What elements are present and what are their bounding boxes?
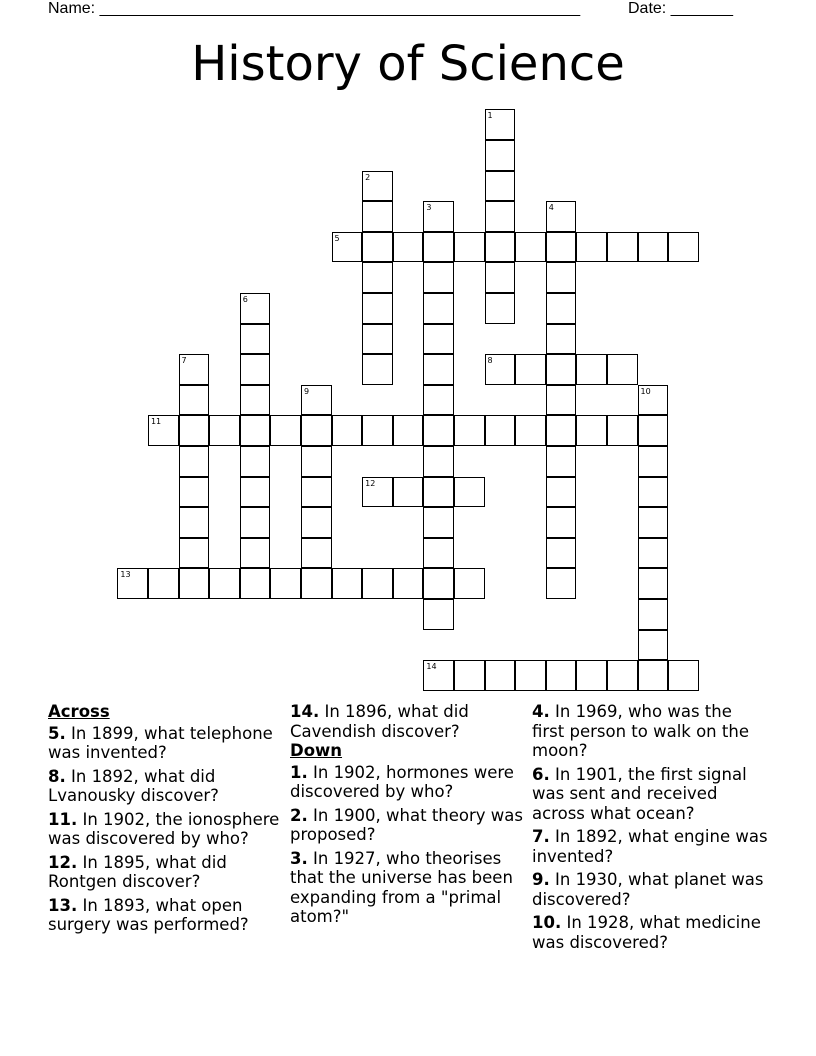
cell-number: 14 xyxy=(426,662,437,672)
crossword-cell[interactable] xyxy=(546,201,577,232)
clue-number: 4. xyxy=(532,702,550,721)
crossword-cell[interactable] xyxy=(485,354,516,385)
clue-text: In 1969, who was the first person to walk on the moon? xyxy=(532,702,749,760)
crossword-cell[interactable] xyxy=(454,568,485,599)
crossword-cell[interactable] xyxy=(240,446,271,477)
clue-down-1 xyxy=(290,763,526,802)
crossword-cell[interactable] xyxy=(362,354,393,385)
clue-number: 3. xyxy=(290,848,308,868)
crossword-cell[interactable] xyxy=(485,660,516,691)
crossword-cell[interactable] xyxy=(362,171,393,202)
crossword-cell[interactable] xyxy=(638,232,669,263)
crossword-cell[interactable] xyxy=(362,324,393,355)
clue-across-12 xyxy=(48,853,284,892)
crossword-cell[interactable] xyxy=(454,477,485,508)
crossword-cell[interactable] xyxy=(485,415,516,446)
crossword-cell[interactable] xyxy=(638,660,669,691)
cell-number: 12 xyxy=(365,478,376,488)
crossword-cell[interactable] xyxy=(485,171,516,202)
cell-number: 5 xyxy=(334,233,340,243)
crossword-cell[interactable] xyxy=(638,415,669,446)
clue-text: In 1896, what did Cavendish discover? xyxy=(290,702,469,741)
clue-across-13 xyxy=(48,896,284,935)
crossword-cell[interactable] xyxy=(546,568,577,599)
crossword-cell[interactable] xyxy=(546,232,577,263)
crossword-cell[interactable] xyxy=(485,140,516,171)
crossword-cell[interactable] xyxy=(301,568,332,599)
crossword-cell[interactable] xyxy=(179,415,210,446)
crossword-cell[interactable] xyxy=(515,354,546,385)
clue-text: In 1901, the first signal was sent and received across what ocean? xyxy=(532,764,747,823)
crossword-cell[interactable] xyxy=(393,477,424,508)
crossword-cell[interactable] xyxy=(423,324,454,355)
crossword-cell[interactable] xyxy=(332,232,363,263)
crossword-cell[interactable] xyxy=(117,568,148,599)
across-heading: Across xyxy=(48,702,110,721)
crossword-cell[interactable] xyxy=(301,507,332,538)
crossword-cell[interactable] xyxy=(546,507,577,538)
cell-number: 3 xyxy=(426,203,432,213)
crossword-cell[interactable] xyxy=(240,507,271,538)
crossword-cell[interactable] xyxy=(209,568,240,599)
clue-number: 8. xyxy=(48,766,66,786)
clue-column-2 xyxy=(290,702,526,927)
crossword-cell[interactable] xyxy=(454,660,485,691)
crossword-cell[interactable] xyxy=(638,538,669,569)
crossword-cell[interactable] xyxy=(179,446,210,477)
date-field-label[interactable]: Date: _______ xyxy=(628,0,733,17)
crossword-cell[interactable] xyxy=(638,599,669,630)
cell-number: 9 xyxy=(303,386,310,396)
crossword-cell[interactable] xyxy=(240,568,271,599)
crossword-cell[interactable] xyxy=(638,630,669,661)
clue-down-4 xyxy=(532,702,768,761)
crossword-cell[interactable] xyxy=(301,538,332,569)
crossword-cell[interactable] xyxy=(393,415,424,446)
crossword-cell[interactable] xyxy=(515,660,546,691)
cell-number: 2 xyxy=(365,172,371,182)
crossword-cell[interactable] xyxy=(362,477,393,508)
crossword-cell[interactable] xyxy=(240,293,271,324)
cell-number: 13 xyxy=(120,570,131,580)
crossword-cell[interactable] xyxy=(332,415,363,446)
clue-column-3 xyxy=(532,702,768,952)
clue-text: In 1899, what telephone was invented? xyxy=(48,723,273,762)
clue-number: 5. xyxy=(48,723,66,743)
clue-number: 7. xyxy=(532,827,550,846)
clue-text: In 1928, what medicine was discovered? xyxy=(532,913,761,952)
crossword-cell[interactable] xyxy=(423,538,454,569)
crossword-cell[interactable] xyxy=(576,354,607,385)
crossword-cell[interactable] xyxy=(546,446,577,477)
clue-number: 6. xyxy=(532,764,550,784)
crossword-cell[interactable] xyxy=(423,415,454,446)
clue-number: 14. xyxy=(290,702,320,721)
crossword-cell[interactable] xyxy=(638,446,669,477)
crossword-cell[interactable] xyxy=(546,538,577,569)
crossword-cell[interactable] xyxy=(179,568,210,599)
cell-number: 7 xyxy=(181,356,187,366)
cell-number: 1 xyxy=(487,111,493,121)
crossword-cell[interactable] xyxy=(546,262,577,293)
clue-across-14 xyxy=(290,702,526,741)
crossword-cell[interactable] xyxy=(393,568,424,599)
crossword-cell[interactable] xyxy=(423,354,454,385)
crossword-cell[interactable] xyxy=(270,568,301,599)
crossword-cell[interactable] xyxy=(546,385,577,416)
crossword-cell[interactable] xyxy=(515,232,546,263)
crossword-cell[interactable] xyxy=(423,262,454,293)
crossword-cell[interactable] xyxy=(179,507,210,538)
crossword-cell[interactable] xyxy=(668,660,699,691)
clue-number: 10. xyxy=(532,913,562,932)
crossword-cell[interactable] xyxy=(546,324,577,355)
clue-number: 2. xyxy=(290,805,308,825)
crossword-cell[interactable] xyxy=(423,232,454,263)
crossword-cell[interactable] xyxy=(240,354,271,385)
clue-number: 9. xyxy=(532,870,550,889)
clue-text: In 1902, hormones were discovered by who? xyxy=(290,762,514,801)
crossword-cell[interactable] xyxy=(423,293,454,324)
crossword-cell[interactable] xyxy=(362,201,393,232)
crossword-cell[interactable] xyxy=(638,385,669,416)
crossword-cell[interactable] xyxy=(607,354,638,385)
crossword-cell[interactable] xyxy=(423,201,454,232)
clue-text: In 1930, what planet was discovered? xyxy=(532,870,764,909)
clue-number: 12. xyxy=(48,852,78,872)
crossword-cell[interactable] xyxy=(393,232,424,263)
clue-text: In 1892, what engine was invented? xyxy=(532,827,768,866)
crossword-cell[interactable] xyxy=(240,385,271,416)
clue-number: 1. xyxy=(290,762,308,782)
crossword-cell[interactable] xyxy=(148,568,179,599)
crossword-cell[interactable] xyxy=(576,232,607,263)
crossword-cell[interactable] xyxy=(179,538,210,569)
crossword-cell[interactable] xyxy=(179,354,210,385)
clue-down-10 xyxy=(532,913,768,952)
crossword-cell[interactable] xyxy=(179,477,210,508)
cell-number: 11 xyxy=(150,417,162,427)
crossword-cell[interactable] xyxy=(576,415,607,446)
clue-number: 11. xyxy=(48,809,78,829)
crossword-cell[interactable] xyxy=(546,293,577,324)
clue-down-9 xyxy=(532,870,768,909)
down-heading: Down xyxy=(290,741,343,760)
crossword-cell[interactable] xyxy=(546,660,577,691)
crossword-cell[interactable] xyxy=(301,415,332,446)
crossword-cell[interactable] xyxy=(362,232,393,263)
name-field-label[interactable]: Name: ______________________________________________________ xyxy=(48,0,581,17)
crossword-cell[interactable] xyxy=(546,354,577,385)
crossword-cell[interactable] xyxy=(485,262,516,293)
crossword-cell[interactable] xyxy=(240,538,271,569)
clue-across-11 xyxy=(48,810,284,849)
crossword-cell[interactable] xyxy=(638,568,669,599)
clue-text: In 1902, the ionosphere was discovered by who? xyxy=(48,809,280,848)
crossword-cell[interactable] xyxy=(301,446,332,477)
clue-across-5 xyxy=(48,724,284,763)
crossword-cell[interactable] xyxy=(423,446,454,477)
crossword-cell[interactable] xyxy=(362,568,393,599)
crossword-cell[interactable] xyxy=(485,201,516,232)
cell-number: 8 xyxy=(487,356,493,366)
crossword-cell[interactable] xyxy=(332,568,363,599)
crossword-cell[interactable] xyxy=(362,415,393,446)
crossword-cell[interactable] xyxy=(209,415,240,446)
crossword-cell[interactable] xyxy=(240,415,271,446)
crossword-cell[interactable] xyxy=(607,232,638,263)
crossword-cell[interactable] xyxy=(638,477,669,508)
crossword-cell[interactable] xyxy=(423,385,454,416)
crossword-cell[interactable] xyxy=(515,415,546,446)
clue-text: In 1892, what did Lvanousky discover? xyxy=(48,766,219,805)
crossword-cell[interactable] xyxy=(423,599,454,630)
crossword-cell[interactable] xyxy=(454,415,485,446)
crossword-cell[interactable] xyxy=(607,660,638,691)
crossword-cell[interactable] xyxy=(362,262,393,293)
crossword-cell[interactable] xyxy=(362,293,393,324)
crossword-cell[interactable] xyxy=(240,477,271,508)
crossword-cell[interactable] xyxy=(546,415,577,446)
crossword-cell[interactable] xyxy=(148,415,179,446)
clue-down-2 xyxy=(290,806,526,845)
crossword-cell[interactable] xyxy=(270,415,301,446)
clue-number: 13. xyxy=(48,895,78,915)
crossword-cell[interactable] xyxy=(301,477,332,508)
clue-text: In 1893, what open surgery was performed? xyxy=(48,895,249,934)
crossword-cell[interactable] xyxy=(485,293,516,324)
cell-number: 4 xyxy=(548,203,554,213)
crossword-cell[interactable] xyxy=(423,477,454,508)
crossword-cell[interactable] xyxy=(607,415,638,446)
crossword-cell[interactable] xyxy=(576,660,607,691)
clue-text: In 1895, what did Rontgen discover? xyxy=(48,852,227,891)
crossword-cell[interactable] xyxy=(423,660,454,691)
cell-number: 6 xyxy=(242,294,248,304)
clue-text: In 1927, who theorises that the universe has been expanding from a "primal atom?" xyxy=(290,848,513,926)
crossword-cell[interactable] xyxy=(485,232,516,263)
clue-down-6 xyxy=(532,765,768,824)
crossword-cell[interactable] xyxy=(240,324,271,355)
clue-down-7 xyxy=(532,827,768,866)
clue-across-8 xyxy=(48,767,284,806)
crossword-cell[interactable] xyxy=(423,568,454,599)
clue-column-1 xyxy=(48,702,284,935)
cell-number: 10 xyxy=(640,386,651,396)
crossword-cell[interactable] xyxy=(485,109,516,140)
page-title: History of Science xyxy=(191,36,625,92)
crossword-cell[interactable] xyxy=(668,232,699,263)
clue-down-3 xyxy=(290,849,526,927)
crossword-cell[interactable] xyxy=(423,507,454,538)
crossword-cell[interactable] xyxy=(454,232,485,263)
crossword-cell[interactable] xyxy=(638,507,669,538)
crossword-cell[interactable] xyxy=(301,385,332,416)
crossword-cell[interactable] xyxy=(546,477,577,508)
clue-text: In 1900, what theory was proposed? xyxy=(290,805,523,844)
crossword-cell[interactable] xyxy=(179,385,210,416)
